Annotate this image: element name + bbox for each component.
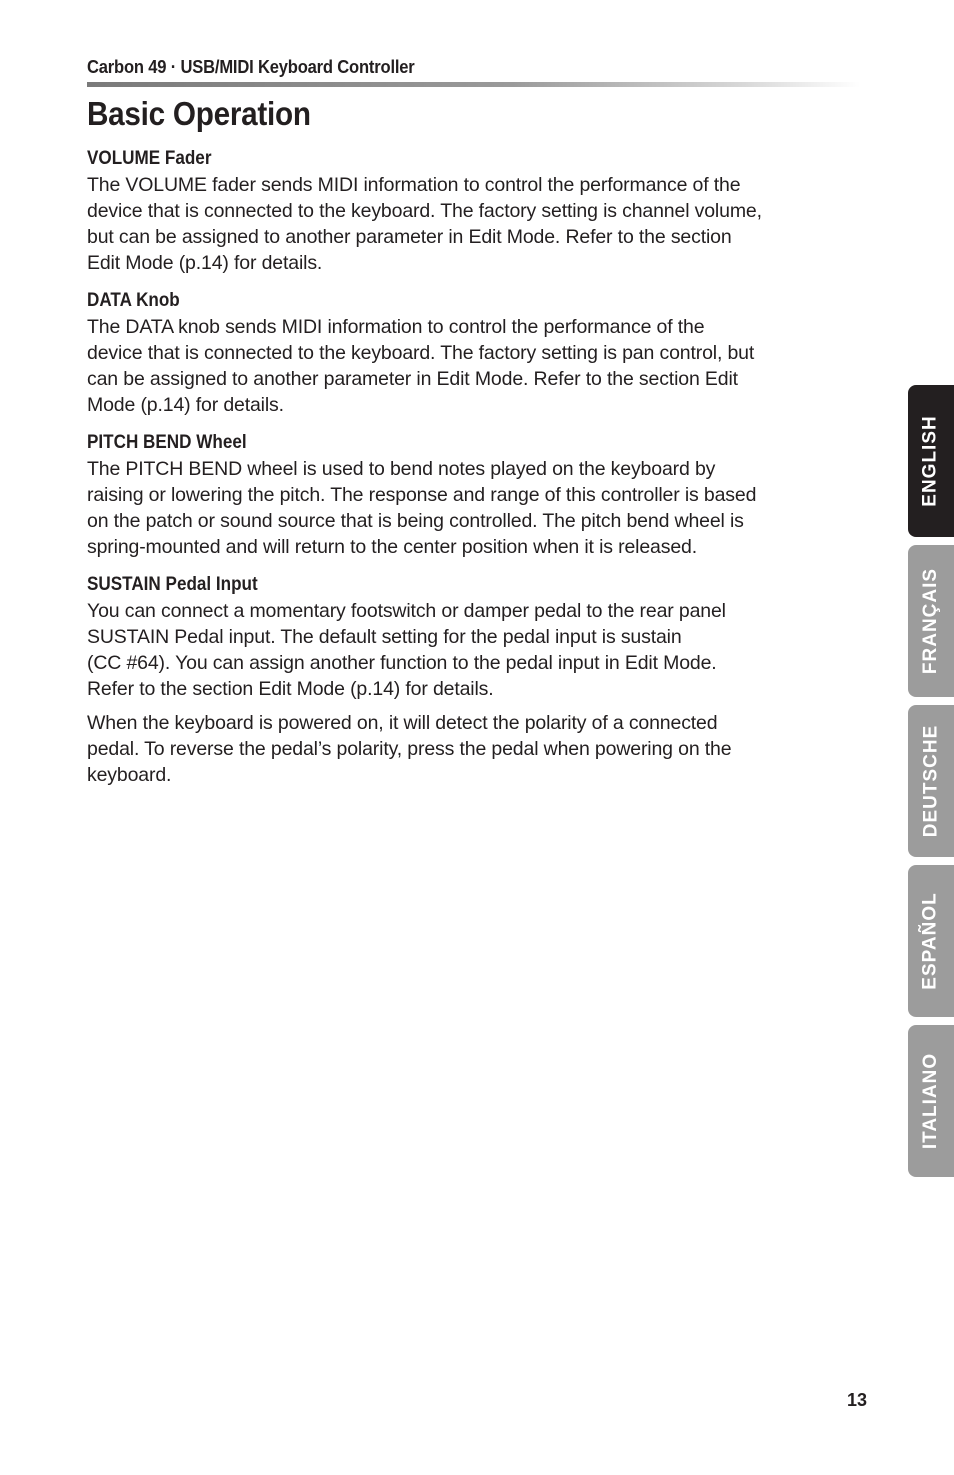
tab-italiano[interactable] — [908, 1025, 954, 1177]
page-title: Basic Operation — [87, 95, 311, 132]
page-number: 13 — [847, 1390, 868, 1410]
section-volume-fader — [87, 146, 847, 276]
body-paragraph: The PITCH BEND wheel is used to bend notes played on the keyboard by raising or lowering the pitch. The response and range of this controller is based on the patch or sound source that is being controlled. The pitch bend wheel is spring-mounted and will return to the center position when it is released. — [87, 458, 757, 558]
tab-label: ESPAÑOL — [920, 892, 941, 990]
body-paragraph: The DATA knob sends MIDI information to control the performance of the device that is connected to the keyboard. The factory setting is pan control, but can be assigned to another parameter in Edit Mode. Refer to the section Edit Mode (p.14) for details. — [87, 316, 755, 416]
section-sustain-pedal-input — [87, 572, 847, 788]
section-heading: PITCH BEND Wheel — [87, 432, 247, 453]
body-paragraph: When the keyboard is powered on, it will detect the polarity of a connected pedal. To reverse the pedal’s polarity, press the pedal when powering on the keyboard. — [87, 712, 732, 786]
body-paragraph: The VOLUME fader sends MIDI information to control the performance of the device that is connected to the keyboard. The factory setting is channel volume, but can be assigned to another parameter in Edit Mode. Refer to the section Edit Mode (p.14) for details. — [87, 174, 762, 274]
tab-english[interactable] — [908, 385, 954, 537]
tab-label: ENGLISH — [920, 415, 942, 507]
body-paragraph: You can connect a momentary footswitch or damper pedal to the rear panel SUSTAIN Pedal input. The default setting for the pedal input is sustain (CC #64). You can assign another function to the pedal input in Edit Mode. Refer to the section Edit Mode (p.14) for details. — [87, 600, 726, 700]
tab-label: FRANÇAIS — [920, 567, 942, 675]
section-heading: VOLUME Fader — [87, 148, 212, 169]
section-data-knob — [87, 288, 847, 418]
header-divider — [87, 82, 860, 87]
section-heading: DATA Knob — [87, 290, 180, 311]
section-heading: SUSTAIN Pedal Input — [87, 574, 258, 595]
tab-espanol[interactable] — [908, 865, 954, 1017]
product-title: Carbon 49 · USB/MIDI Keyboard Controller — [87, 57, 415, 77]
tab-deutsche[interactable] — [908, 705, 954, 857]
main-content — [87, 146, 847, 800]
section-pitch-bend-wheel — [87, 430, 847, 560]
tab-francais[interactable] — [908, 545, 954, 697]
tab-label: DEUTSCHE — [920, 724, 942, 838]
tab-label: ITALIANO — [920, 1052, 941, 1150]
